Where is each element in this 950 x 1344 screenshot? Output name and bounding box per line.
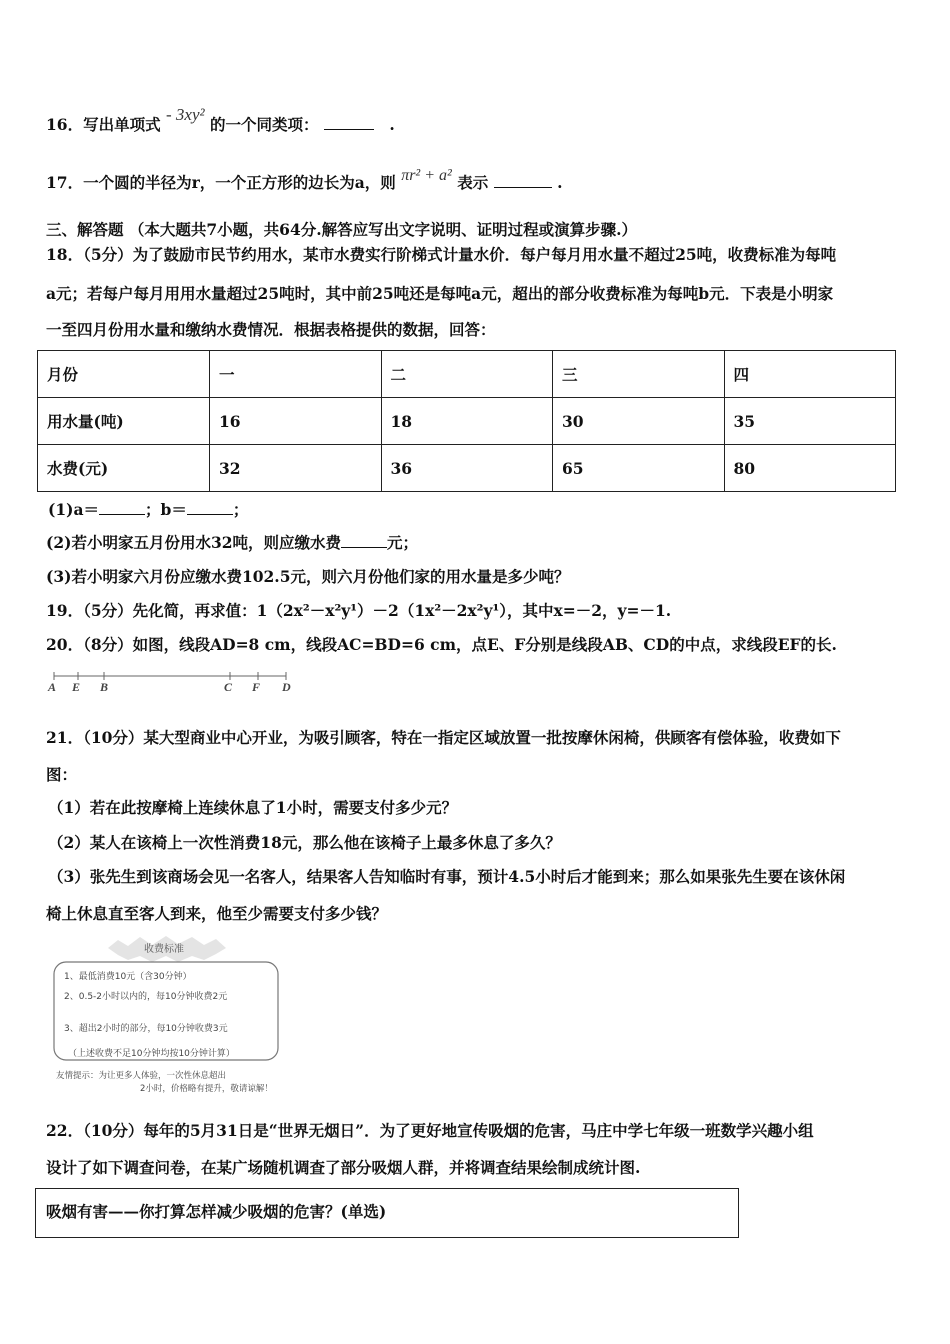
q18-sub2-end: 元； (387, 533, 419, 552)
answer-blank-a (99, 500, 145, 515)
q19-line: 19．（5分）先化简，再求值：1（2x²－x²y¹）－2（1x²－2x²y¹），其中x=－2，y=－1. (46, 601, 672, 620)
table-cell: 36 (381, 445, 553, 492)
point-label-e: E (72, 680, 81, 694)
q21-sub3b: 椅上休息直至客人到来，他至少需要支付多少钱？ (46, 904, 388, 923)
point-label-a: A (48, 680, 57, 694)
q18-sub1-end: ； (232, 500, 249, 519)
card-rule-3: 3、超出2小时的部分，每10分钟收费3元 (64, 1024, 228, 1034)
q18-line1: 18．（5分）为了鼓励市民节约用水，某市水费实行阶梯式计量水价．每户每月用水量不超过25吨，收费标准为每吨 (46, 245, 837, 264)
q16-end: . (389, 115, 395, 134)
table-header-row (38, 351, 896, 398)
survey-question-text: 吸烟有害——你打算怎样减少吸烟的危害？(单选) (46, 1202, 387, 1221)
q18-sub2 (46, 533, 418, 553)
q21-line1: 21．（10分）某大型商业中心开业，为吸引顾客，特在一指定区域放置一批按摩休闲椅，供顾客有偿体验，收费如下 (46, 728, 841, 747)
table-cell: 35 (724, 398, 896, 445)
q16-suffix: 的一个同类项： (210, 115, 319, 134)
table-cell: 32 (210, 445, 382, 492)
q21-sub3a: （3）张先生到该商场会见一名客人，结果客人告知临时有事，预计4.5小时后才能到来；那么如果张先生要在该休闲 (48, 867, 846, 886)
table-row (38, 445, 896, 492)
table-cell: 65 (553, 445, 725, 492)
q18-sub1 (48, 500, 248, 520)
q21-line2: 图： (46, 765, 78, 784)
table-row (38, 398, 896, 445)
table-cell: 30 (553, 398, 725, 445)
q20-line: 20．（8分）如图，线段AD=8 cm，线段AC=BD=6 cm，点E、F分别是线段AB、CD的中点，求线段EF的长. (46, 635, 837, 654)
q17-line (46, 167, 563, 194)
q18-line2: a元；若每户每月用用水量超过25吨时，其中前25吨还是每吨a元，超出的部分收费标准为每吨b元．下表是小明家 (46, 284, 834, 303)
point-label-d: D (282, 680, 291, 694)
card-title: 收费标准 (144, 944, 184, 955)
answer-blank-fee (341, 533, 387, 548)
survey-question-box (35, 1188, 739, 1238)
q17-text: 17．一个圆的半径为r，一个正方形的边长为a，则 (46, 173, 396, 192)
pricing-card (48, 932, 288, 1098)
q16-answer-blank (324, 115, 374, 130)
q16-expression: - 3xy² (165, 105, 205, 124)
card-tip-1: 友情提示：为让更多人体验，一次性休息超出 (56, 1071, 227, 1081)
q21-sub1: （1）若在此按摩椅上连续休息了1小时，需要支付多少元？ (48, 798, 458, 817)
table-cell: 用水量(吨) (38, 398, 210, 445)
card-rule-1: 1、最低消费10元（含30分钟） (64, 972, 192, 982)
table-header-cell: 四 (724, 351, 896, 398)
q18-line3: 一至四月份用水量和缴纳水费情况．根据表格提供的数据，回答： (46, 320, 496, 339)
table-header-cell: 月份 (38, 351, 210, 398)
q17-expression: πr² + a² (401, 167, 452, 184)
card-tip-2: 2小时，价格略有提升，敬请谅解！ (140, 1084, 273, 1094)
q21-sub2: （2）某人在该椅上一次性消费18元，那么他在该椅子上最多休息了多久？ (48, 833, 561, 852)
q18-sub2-text: (2)若小明家五月份用水32吨，则应缴水费 (46, 533, 342, 552)
q18-sub3: (3)若小明家六月份应缴水费102.5元，则六月份他们家的用水量是多少吨？ (46, 567, 570, 586)
table-cell: 水费(元) (38, 445, 210, 492)
q17-end: . (557, 173, 563, 192)
q22-line1: 22．（10分）每年的5月31日是“世界无烟日”．为了更好地宣传吸烟的危害，马庄中学七年级一班数学兴趣小组 (46, 1121, 814, 1140)
point-label-f: F (252, 680, 261, 694)
q18-sub1-a: (1)a＝ (48, 500, 99, 519)
water-fee-table (37, 350, 896, 492)
card-rule-2: 2、0.5-2小时以内的，每10分钟收费2元 (64, 992, 228, 1002)
point-label-b: B (100, 680, 109, 694)
answer-blank-b (187, 500, 233, 515)
table-header-cell: 一 (210, 351, 382, 398)
table-header-cell: 二 (381, 351, 553, 398)
table-header-cell: 三 (553, 351, 725, 398)
q17-suffix: 表示 (457, 173, 489, 192)
card-rule-4: （上述收费不足10分钟均按10分钟计算） (68, 1049, 235, 1059)
section-title: 三、解答题 （本大题共7小题，共64分.解答应写出文字说明、证明过程或演算步骤.） (46, 220, 638, 239)
segment-diagram (44, 668, 304, 696)
q17-answer-blank (494, 173, 552, 188)
q16-text: 16．写出单项式 (46, 115, 161, 134)
q16-line (46, 105, 395, 135)
table-cell: 18 (381, 398, 553, 445)
q22-line2: 设计了如下调查问卷，在某广场随机调查了部分吸烟人群，并将调查结果绘制成统计图. (46, 1158, 641, 1177)
q18-sub1-b: ；b＝ (145, 500, 187, 519)
table-cell: 80 (724, 445, 896, 492)
point-label-c: C (224, 680, 233, 694)
table-cell: 16 (210, 398, 382, 445)
